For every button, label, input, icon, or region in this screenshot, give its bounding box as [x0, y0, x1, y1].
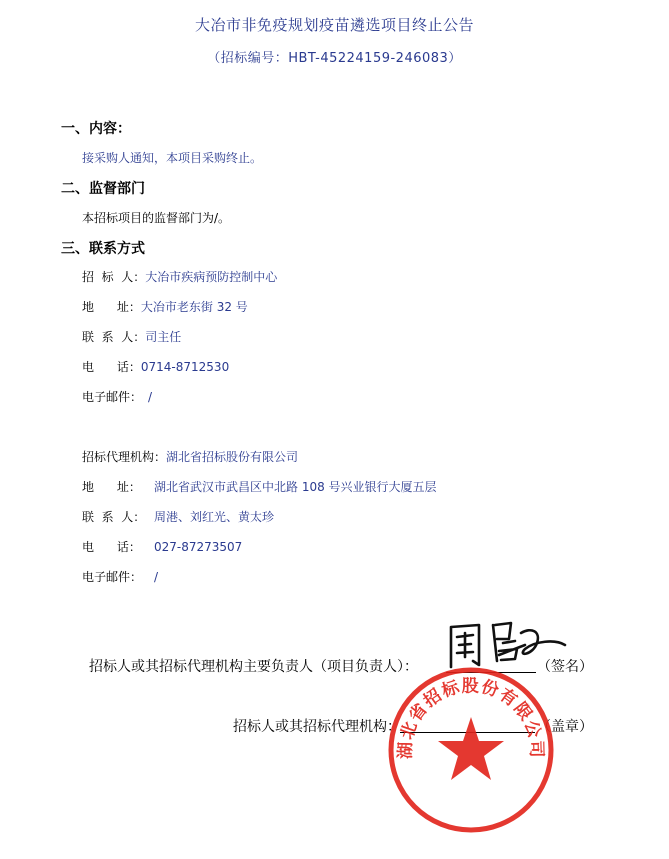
- agency-contact-value: 周港、刘红光、黄太珍: [154, 510, 275, 524]
- principal-signature-suffix: （签名）: [537, 659, 593, 675]
- tenderer-phone-row: [82, 358, 229, 375]
- seal-text: 湖北省招标股份有限公司: [395, 676, 547, 760]
- tenderer-address-value: 大冶市老东街 32 号: [140, 300, 248, 314]
- tenderer-phone-label: 电 话：: [82, 360, 141, 374]
- tenderer-name-value: 大冶市疾病预防控制中心: [145, 270, 278, 284]
- tender-number: （招标编号：HBT-45224159-246083）: [207, 51, 462, 66]
- agency-email-label: 电子邮件：: [82, 570, 143, 584]
- org-seal-suffix: （盖章）: [537, 719, 593, 735]
- agency-contact-label: 联 系 人：: [82, 510, 146, 524]
- principal-signature-label: 招标人或其招标代理机构主要负责人（项目负责人）：: [89, 659, 418, 675]
- tenderer-email-label: 电子邮件：: [82, 390, 143, 404]
- org-seal-label: 招标人或其招标代理机构：: [233, 719, 401, 735]
- tenderer-email-value: /: [148, 390, 153, 404]
- tenderer-phone-value: 0714-8712530: [140, 360, 230, 374]
- agency-phone-row: [82, 538, 242, 555]
- star-icon: [438, 717, 504, 780]
- agency-name-value: 湖北省招标股份有限公司: [166, 450, 299, 464]
- section-supervision-heading: 二、监督部门: [61, 181, 145, 197]
- agency-contact-row: [82, 508, 274, 525]
- tenderer-contact-row: [82, 328, 181, 345]
- agency-address-row: [82, 478, 437, 495]
- agency-phone-label: 电 话：: [82, 540, 141, 554]
- company-seal: [386, 665, 556, 835]
- agency-name-label: 招标代理机构：: [82, 450, 167, 464]
- tenderer-name-row: [82, 268, 277, 285]
- tenderer-email-row: [82, 388, 152, 405]
- agency-phone-value: 027-87273507: [154, 540, 243, 554]
- section-content-text: 接采购人通知，本项目采购终止。: [82, 151, 263, 165]
- agency-email-value: /: [154, 570, 159, 584]
- section-supervision-text: 本招标项目的监督部门为/。: [82, 211, 231, 225]
- page-title: 大冶市非免疫规划疫苗遴选项目终止公告: [194, 16, 474, 34]
- tenderer-address-row: [82, 298, 248, 315]
- tenderer-address-label: 地 址：: [82, 300, 141, 314]
- agency-address-value: 湖北省武汉市武昌区中北路 108 号兴业银行大厦五层: [154, 480, 437, 494]
- section-contact-heading: 三、联系方式: [61, 241, 145, 257]
- agency-name-row: [82, 448, 298, 465]
- tenderer-name-label: 招 标 人：: [82, 270, 146, 284]
- section-content-heading: 一、内容：: [61, 121, 131, 137]
- agency-email-row: [82, 568, 158, 585]
- agency-address-label: 地 址：: [82, 480, 141, 494]
- tenderer-contact-label: 联 系 人：: [82, 330, 146, 344]
- tenderer-contact-value: 司主任: [145, 330, 182, 344]
